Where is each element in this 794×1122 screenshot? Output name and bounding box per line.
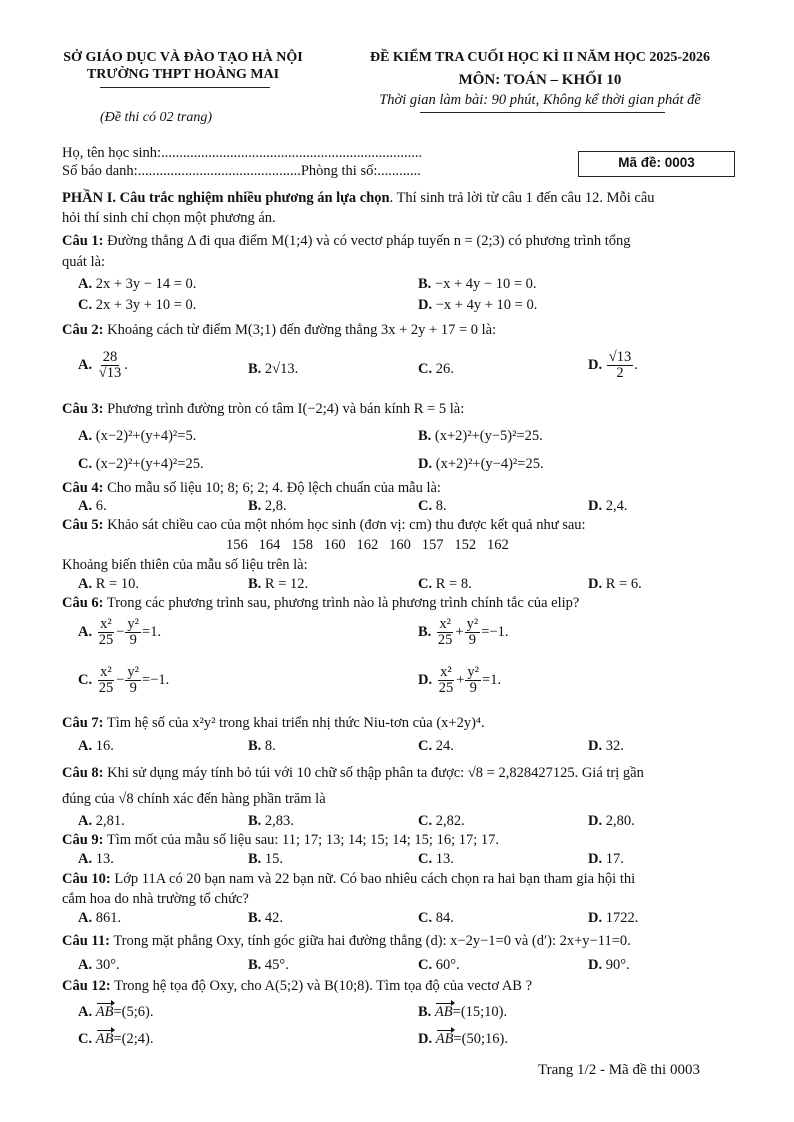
q6-option-a[interactable]: A. $\frac{\text{x²}}{25}$ − $\frac{\text{y²}}{9}$ =1. — [78, 616, 162, 649]
question-10-text: Câu 10: Lớp 11A có 20 bạn nam và 22 bạn nữ. Có bao nhiêu cách chọn ra hai bạn tham gia hội thi — [62, 871, 636, 887]
q11-option-d[interactable]: D. 90°. — [588, 957, 630, 973]
question-body: Đường thẳng Δ đi qua điểm M(1;4) và có vectơ pháp tuyến n = (2;3) có phương trình tổng — [107, 233, 631, 249]
q9-option-c[interactable]: C. 13. — [418, 851, 454, 867]
q12-option-c[interactable]: C. AB=(2;4). — [78, 1031, 154, 1047]
q10-option-b[interactable]: B. 42. — [248, 910, 284, 926]
pages-note: (Đề thi có 02 trang) — [100, 110, 212, 125]
question-8-text: Câu 8: Khi sử dụng máy tính bỏ túi với 10 chữ số thập phân ta được: √8 = 2,828427125. Giá trị gần — [62, 765, 644, 781]
question-5-text-2: Khoảng biến thiên của mẫu số liệu trên là: — [62, 557, 308, 573]
q7-option-c[interactable]: C. 24. — [418, 738, 454, 754]
q9-option-b[interactable]: B. 15. — [248, 851, 284, 867]
q3-option-c[interactable]: C. (x−2)²+(y+4)²=25. — [78, 456, 204, 472]
q7-option-d[interactable]: D. 32. — [588, 738, 624, 754]
school-underline — [100, 87, 270, 88]
question-7-text: Câu 7: Tìm hệ số của x²y² trong khai triển nhị thức Niu-tơn của (x+2y)⁴. — [62, 715, 485, 731]
q6-option-d[interactable]: D. $\frac{\text{x²}}{25}$ + $\frac{\text{y²}}{9}$ =1. — [418, 664, 502, 697]
q2-option-d[interactable]: D. $\frac{√13}{2}$ . — [588, 349, 638, 382]
q4-option-c[interactable]: C. 8. — [418, 498, 447, 514]
q12-option-d[interactable]: D. AB=(50;16). — [418, 1031, 508, 1047]
part1-intro — [62, 190, 655, 207]
q12-option-a[interactable]: A. AB=(5;6). — [78, 1004, 154, 1020]
q8-option-d[interactable]: D. 2,80. — [588, 813, 635, 829]
subject: MÔN: TOÁN – KHỐI 10 — [458, 72, 622, 88]
duration: Thời gian làm bài: 90 phút, Không kể thời gian phát đề — [379, 92, 701, 108]
question-8-text-2: đúng của √8 chính xác đến hàng phần trăm là — [62, 791, 326, 807]
exam-code: Mã đề: 0003 — [618, 155, 695, 170]
q4-option-d[interactable]: D. 2,4. — [588, 498, 628, 514]
q11-option-a[interactable]: A. 30°. — [78, 957, 120, 973]
q1-option-a[interactable]: A. 2x + 3y − 14 = 0. — [78, 276, 197, 292]
q11-option-b[interactable]: B. 45°. — [248, 957, 289, 973]
question-1-text-2: quát là: — [62, 254, 106, 270]
q4-option-b[interactable]: B. 2,8. — [248, 498, 287, 514]
question-3-text: Câu 3: Phương trình đường tròn có tâm I(−2;4) và bán kính R = 5 là: — [62, 401, 465, 417]
q5-option-d[interactable]: D. R = 6. — [588, 576, 642, 592]
question-5-data: 156 164 158 160 162 160 157 152 162 — [226, 537, 509, 553]
school-name: TRƯỜNG THPT HOÀNG MAI — [86, 67, 280, 82]
part1-title: PHẦN I. Câu trắc nghiệm nhiều phương án lựa chọn — [62, 190, 390, 206]
q10-option-d[interactable]: D. 1722. — [588, 910, 639, 926]
exam-title: ĐỀ KIỂM TRA CUỐI HỌC KÌ II NĂM HỌC 2025-2026 — [369, 50, 711, 65]
q3-option-a[interactable]: A. (x−2)²+(y+4)²=5. — [78, 428, 197, 444]
q8-option-b[interactable]: B. 2,83. — [248, 813, 294, 829]
q6-option-c[interactable]: C. $\frac{\text{x²}}{25}$ − $\frac{\text{y²}}{9}$ =−1. — [78, 664, 170, 697]
student-id-line: Số báo danh:.............................................Phòng thi số:............ — [62, 163, 421, 179]
question-6-text: Câu 6: Trong các phương trình sau, phương trình nào là phương trình chính tắc của elip? — [62, 595, 580, 611]
q11-option-c[interactable]: C. 60°. — [418, 957, 460, 973]
student-name-line: Họ, tên học sinh:........................................................................ — [62, 145, 423, 161]
q4-option-a[interactable]: A. 6. — [78, 498, 107, 514]
page-footer: Trang 1/2 - Mã đề thi 0003 — [538, 1062, 700, 1078]
q10-option-a[interactable]: A. 861. — [78, 910, 122, 926]
question-1-text — [62, 233, 630, 250]
q5-option-c[interactable]: C. R = 8. — [418, 576, 472, 592]
q1-option-b[interactable]: B. −x + 4y − 10 = 0. — [418, 276, 537, 292]
part1-intro-2: hỏi thí sinh chỉ chọn một phương án. — [62, 210, 276, 226]
question-5-text: Câu 5: Khảo sát chiều cao của một nhóm học sinh (đơn vị: cm) thu được kết quả như sau: — [62, 517, 586, 533]
q8-option-c[interactable]: C. 2,82. — [418, 813, 465, 829]
q2-option-a[interactable]: A. $\frac{28}{√13}$ . — [78, 349, 128, 382]
q9-option-d[interactable]: D. 17. — [588, 851, 624, 867]
question-11-text: Câu 11: Trong mặt phẳng Oxy, tính góc giữa hai đường thẳng (d): x−2y−1=0 và (d′): 2x+y−11=0. — [62, 933, 631, 949]
q7-option-a[interactable]: A. 16. — [78, 738, 114, 754]
question-label: Câu 1: — [62, 233, 104, 249]
question-10-text-2: cắm hoa do nhà trường tổ chức? — [62, 891, 249, 907]
q7-option-b[interactable]: B. 8. — [248, 738, 276, 754]
q3-option-b[interactable]: B. (x+2)²+(y−5)²=25. — [418, 428, 543, 444]
q6-option-b[interactable]: B. $\frac{\text{x²}}{25}$ + $\frac{\text{y²}}{9}$ =−1. — [418, 616, 509, 649]
department-name: SỞ GIÁO DỤC VÀ ĐÀO TẠO HÀ NỘI — [63, 50, 303, 65]
q10-option-c[interactable]: C. 84. — [418, 910, 454, 926]
exam-code-box — [578, 151, 735, 177]
q5-option-a[interactable]: A. R = 10. — [78, 576, 139, 592]
question-2-text: Câu 2: Khoảng cách từ điểm M(3;1) đến đường thẳng 3x + 2y + 17 = 0 là: — [62, 322, 497, 338]
question-4-text: Câu 4: Cho mẫu số liệu 10; 8; 6; 2; 4. Độ lệch chuẩn của mẫu là: — [62, 480, 441, 496]
q2-option-b[interactable]: B. 2√13. — [248, 361, 299, 377]
q5-option-b[interactable]: B. R = 12. — [248, 576, 309, 592]
part1-intro-text: . Thí sinh trả lời từ câu 1 đến câu 12. Mỗi câu — [389, 190, 655, 206]
q12-option-b[interactable]: B. AB=(15;10). — [418, 1004, 508, 1020]
q1-option-c[interactable]: C. 2x + 3y + 10 = 0. — [78, 297, 197, 313]
title-underline — [420, 112, 665, 113]
q2-option-c[interactable]: C. 26. — [418, 361, 454, 377]
question-12-text: Câu 12: Trong hệ tọa độ Oxy, cho A(5;2) và B(10;8). Tìm tọa độ của vectơ AB ? — [62, 978, 533, 994]
question-9-text: Câu 9: Tìm mốt của mẫu số liệu sau: 11; 17; 13; 14; 15; 14; 15; 16; 17; 17. — [62, 832, 500, 848]
q1-option-d[interactable]: D. −x + 4y + 10 = 0. — [418, 297, 538, 313]
q3-option-d[interactable]: D. (x+2)²+(y−4)²=25. — [418, 456, 544, 472]
q8-option-a[interactable]: A. 2,81. — [78, 813, 125, 829]
q9-option-a[interactable]: A. 13. — [78, 851, 114, 867]
